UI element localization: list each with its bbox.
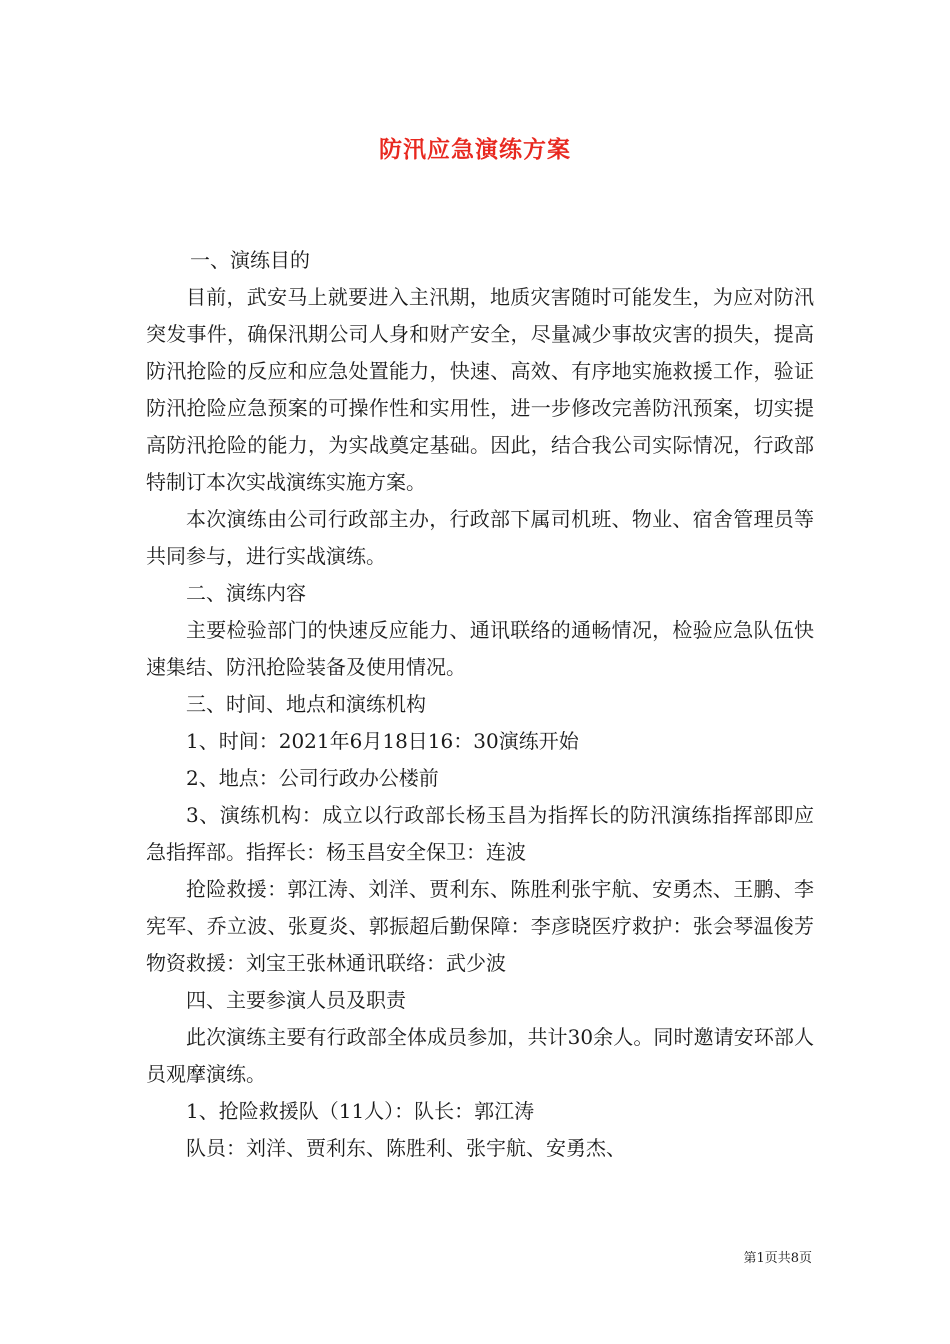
paragraph-content: 主要检验部门的快速反应能力、通讯联络的通畅情况，检验应急队伍快速集结、防汛抢险装备及使用情况。 [146, 618, 814, 679]
section-heading-content: 二、演练内容 [186, 581, 306, 605]
paragraph-place: 2、地点：公司行政办公楼前 [186, 766, 439, 790]
paragraph-rescue-team: 1、抢险救援队（11人）：队长：郭江涛 [186, 1099, 535, 1123]
section-heading-participants: 四、主要参演人员及职责 [186, 988, 406, 1012]
section-heading-purpose: 一、演练目的 [190, 248, 310, 272]
document-body [146, 242, 814, 1167]
paragraph-time: 1、时间：2021年6月18日16：30演练开始 [186, 729, 579, 753]
paragraph-purpose: 目前，武安马上就要进入主汛期，地质灾害随时可能发生，为应对防汛突发事件，确保汛期公司人身和财产安全，尽量减少事故灾害的损失，提高防汛抢险的反应和应急处置能力，快速、高效、有序地实施救援工作，验证防汛抢险应急预案的可操作性和实用性，进一步修改完善防汛预案，切实提高防汛抢险的能力，为实战奠定基础。因此，结合我公司实际情况，行政部特制订本次实战演练实施方案。 [146, 285, 814, 494]
paragraph-roles: 抢险救援：郭江涛、刘洋、贾利东、陈胜利张宇航、安勇杰、王鹏、李宪军、乔立波、张夏炎、郭振超后勤保障：李彦晓医疗救护：张会琴温俊芳物资救援：刘宝王张林通讯联络：武少波 [146, 877, 814, 975]
paragraph-team-members: 队员：刘洋、贾利东、陈胜利、张宇航、安勇杰、 [186, 1136, 626, 1160]
section-heading-time-place: 三、时间、地点和演练机构 [186, 692, 426, 716]
paragraph-organizer: 本次演练由公司行政部主办，行政部下属司机班、物业、宿舍管理员等共同参与，进行实战演练。 [146, 507, 814, 568]
paragraph-participants: 此次演练主要有行政部全体成员参加，共计30余人。同时邀请安环部人员观摩演练。 [146, 1025, 814, 1086]
document-title: 防汛应急演练方案 [379, 136, 571, 163]
paragraph-organization: 3、演练机构：成立以行政部长杨玉昌为指挥长的防汛演练指挥部即应急指挥部。指挥长：杨玉昌安全保卫：连波 [146, 803, 814, 864]
page-number: 第1页共8页 [743, 1251, 812, 1266]
